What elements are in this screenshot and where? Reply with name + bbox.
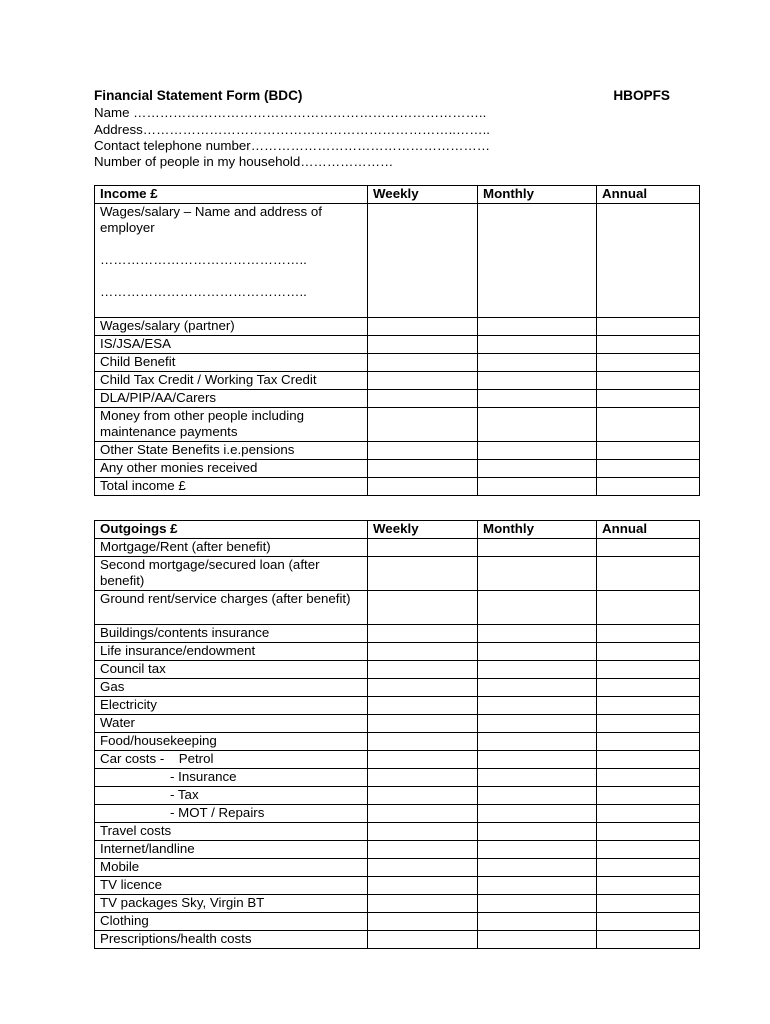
annual-cell[interactable] <box>597 354 700 372</box>
car-costs-label: Car costs - <box>100 751 165 766</box>
total-income-label: Total income £ <box>95 478 368 496</box>
annual-cell[interactable] <box>597 931 700 949</box>
annual-cell[interactable] <box>597 591 700 625</box>
annual-cell[interactable] <box>597 442 700 460</box>
table-row <box>95 442 700 460</box>
monthly-cell[interactable] <box>478 715 597 733</box>
weekly-cell[interactable] <box>368 913 478 931</box>
income-weekly-header: Weekly <box>368 186 478 204</box>
table-row <box>95 913 700 931</box>
monthly-cell[interactable] <box>478 557 597 591</box>
row-label: TV licence <box>95 877 368 895</box>
row-label: Child Tax Credit / Working Tax Credit <box>95 372 368 390</box>
car-cost-item: Tax <box>177 787 199 802</box>
form-header <box>94 88 672 106</box>
annual-cell[interactable] <box>597 769 700 787</box>
income-monthly-header: Monthly <box>478 186 597 204</box>
monthly-cell[interactable] <box>478 204 597 318</box>
outgoings-weekly-header: Weekly <box>368 521 478 539</box>
weekly-cell[interactable] <box>368 591 478 625</box>
table-row <box>95 204 700 318</box>
weekly-cell[interactable] <box>368 318 478 336</box>
car-dash: - <box>170 805 175 820</box>
weekly-cell[interactable] <box>368 372 478 390</box>
annual-cell[interactable] <box>597 787 700 805</box>
row-label: Mobile <box>95 859 368 877</box>
monthly-cell[interactable] <box>478 931 597 949</box>
weekly-cell[interactable] <box>368 204 478 318</box>
monthly-cell[interactable] <box>478 823 597 841</box>
employer-line[interactable]: ……………………………………….. <box>100 252 307 267</box>
table-row <box>95 557 700 591</box>
table-row <box>95 895 700 913</box>
income-header-row <box>95 186 700 204</box>
telephone-field[interactable]: Contact telephone number……………………………………………… <box>94 138 491 153</box>
table-row <box>95 318 700 336</box>
annual-cell[interactable] <box>597 390 700 408</box>
table-row <box>95 931 700 949</box>
car-costs-cell <box>95 787 368 805</box>
monthly-cell[interactable] <box>478 539 597 557</box>
car-cost-item: MOT / Repairs <box>178 805 265 820</box>
row-label: Life insurance/endowment <box>95 643 368 661</box>
annual-cell[interactable] <box>597 204 700 318</box>
table-row <box>95 372 700 390</box>
annual-cell[interactable] <box>597 408 700 442</box>
table-row <box>95 877 700 895</box>
row-label: Money from other people including maintenance payments <box>95 408 368 442</box>
row-label: Second mortgage/secured loan (after benefit) <box>95 557 368 591</box>
weekly-cell[interactable] <box>368 931 478 949</box>
weekly-cell[interactable] <box>368 557 478 591</box>
table-row <box>95 715 700 733</box>
table-row <box>95 823 700 841</box>
weekly-cell[interactable] <box>368 769 478 787</box>
annual-cell[interactable] <box>597 823 700 841</box>
annual-cell[interactable] <box>597 697 700 715</box>
annual-cell[interactable] <box>597 859 700 877</box>
annual-cell[interactable] <box>597 877 700 895</box>
table-row <box>95 697 700 715</box>
row-label: Other State Benefits i.e.pensions <box>95 442 368 460</box>
weekly-cell[interactable] <box>368 733 478 751</box>
table-row <box>95 787 700 805</box>
weekly-cell[interactable] <box>368 715 478 733</box>
monthly-cell[interactable] <box>478 895 597 913</box>
monthly-cell[interactable] <box>478 661 597 679</box>
weekly-cell[interactable] <box>368 895 478 913</box>
monthly-cell[interactable] <box>478 591 597 625</box>
row-label: Water <box>95 715 368 733</box>
monthly-cell[interactable] <box>478 679 597 697</box>
monthly-cell[interactable] <box>478 787 597 805</box>
weekly-cell[interactable] <box>368 478 478 496</box>
annual-cell[interactable] <box>597 478 700 496</box>
income-annual-header: Annual <box>597 186 700 204</box>
annual-cell[interactable] <box>597 318 700 336</box>
table-row <box>95 805 700 823</box>
monthly-cell[interactable] <box>478 769 597 787</box>
weekly-cell[interactable] <box>368 697 478 715</box>
table-row <box>95 859 700 877</box>
annual-cell[interactable] <box>597 805 700 823</box>
employer-line[interactable]: ……………………………………….. <box>100 284 307 299</box>
weekly-cell[interactable] <box>368 390 478 408</box>
annual-cell[interactable] <box>597 372 700 390</box>
monthly-cell[interactable] <box>478 478 597 496</box>
monthly-cell[interactable] <box>478 408 597 442</box>
row-label: Electricity <box>95 697 368 715</box>
table-row <box>95 591 700 625</box>
annual-cell[interactable] <box>597 539 700 557</box>
outgoings-monthly-header: Monthly <box>478 521 597 539</box>
weekly-cell[interactable] <box>368 679 478 697</box>
monthly-cell[interactable] <box>478 643 597 661</box>
annual-cell[interactable] <box>597 460 700 478</box>
weekly-cell[interactable] <box>368 354 478 372</box>
row-label: DLA/PIP/AA/Carers <box>95 390 368 408</box>
outgoings-annual-header: Annual <box>597 521 700 539</box>
row-label: Mortgage/Rent (after benefit) <box>95 539 368 557</box>
annual-cell[interactable] <box>597 733 700 751</box>
monthly-cell[interactable] <box>478 442 597 460</box>
annual-cell[interactable] <box>597 336 700 354</box>
row-label: Any other monies received <box>95 460 368 478</box>
weekly-cell[interactable] <box>368 751 478 769</box>
table-row <box>95 336 700 354</box>
table-row <box>95 408 700 442</box>
row-label: Internet/landline <box>95 841 368 859</box>
annual-cell[interactable] <box>597 661 700 679</box>
weekly-cell[interactable] <box>368 408 478 442</box>
outgoings-label-header: Outgoings £ <box>95 521 368 539</box>
row-label: Prescriptions/health costs <box>95 931 368 949</box>
car-cost-item: Insurance <box>178 769 237 784</box>
annual-cell[interactable] <box>597 643 700 661</box>
table-row <box>95 733 700 751</box>
outgoings-header-row <box>95 521 700 539</box>
car-costs-cell <box>95 769 368 787</box>
row-label: Food/housekeeping <box>95 733 368 751</box>
total-income-row <box>95 478 700 496</box>
monthly-cell[interactable] <box>478 805 597 823</box>
household-count-field[interactable]: Number of people in my household………………… <box>94 154 394 169</box>
table-row <box>95 643 700 661</box>
annual-cell[interactable] <box>597 625 700 643</box>
row-label: Gas <box>95 679 368 697</box>
monthly-cell[interactable] <box>478 318 597 336</box>
row-label: Wages/salary (partner) <box>95 318 368 336</box>
weekly-cell[interactable] <box>368 460 478 478</box>
form-reference: HBOPFS <box>613 88 670 103</box>
row-label: Child Benefit <box>95 354 368 372</box>
weekly-cell[interactable] <box>368 859 478 877</box>
table-row <box>95 539 700 557</box>
income-table <box>94 185 700 496</box>
monthly-cell[interactable] <box>478 913 597 931</box>
row-label: Wages/salary – Name and address of employer <box>100 204 322 235</box>
monthly-cell[interactable] <box>478 751 597 769</box>
weekly-cell[interactable] <box>368 336 478 354</box>
row-label: IS/JSA/ESA <box>95 336 368 354</box>
car-cost-item: Petrol <box>178 751 214 766</box>
wages-employer-cell <box>95 204 368 318</box>
annual-cell[interactable] <box>597 913 700 931</box>
weekly-cell[interactable] <box>368 661 478 679</box>
weekly-cell[interactable] <box>368 823 478 841</box>
weekly-cell[interactable] <box>368 805 478 823</box>
annual-cell[interactable] <box>597 557 700 591</box>
weekly-cell[interactable] <box>368 877 478 895</box>
monthly-cell[interactable] <box>478 372 597 390</box>
weekly-cell[interactable] <box>368 787 478 805</box>
row-label: TV packages Sky, Virgin BT <box>95 895 368 913</box>
table-row <box>95 625 700 643</box>
row-label: Clothing <box>95 913 368 931</box>
car-costs-cell <box>95 751 368 769</box>
monthly-cell[interactable] <box>478 460 597 478</box>
row-label: Buildings/contents insurance <box>95 625 368 643</box>
address-field[interactable]: Address……………………………………………………………..…….. <box>94 122 490 137</box>
monthly-cell[interactable] <box>478 859 597 877</box>
annual-cell[interactable] <box>597 679 700 697</box>
monthly-cell[interactable] <box>478 697 597 715</box>
table-row <box>95 841 700 859</box>
weekly-cell[interactable] <box>368 539 478 557</box>
monthly-cell[interactable] <box>478 877 597 895</box>
row-label: Travel costs <box>95 823 368 841</box>
weekly-cell[interactable] <box>368 643 478 661</box>
annual-cell[interactable] <box>597 715 700 733</box>
name-field[interactable]: Name …………………………………………………………………….. <box>94 105 487 120</box>
income-label-header: Income £ <box>95 186 368 204</box>
car-dash: - <box>170 769 175 784</box>
monthly-cell[interactable] <box>478 625 597 643</box>
table-row <box>95 661 700 679</box>
row-label: Ground rent/service charges (after benefit) <box>95 591 368 625</box>
car-dash: - <box>170 787 175 802</box>
weekly-cell[interactable] <box>368 442 478 460</box>
table-row <box>95 460 700 478</box>
monthly-cell[interactable] <box>478 841 597 859</box>
table-row <box>95 354 700 372</box>
weekly-cell[interactable] <box>368 625 478 643</box>
car-costs-cell <box>95 805 368 823</box>
monthly-cell[interactable] <box>478 390 597 408</box>
monthly-cell[interactable] <box>478 733 597 751</box>
annual-cell[interactable] <box>597 841 700 859</box>
outgoings-table <box>94 520 700 949</box>
monthly-cell[interactable] <box>478 354 597 372</box>
table-row <box>95 390 700 408</box>
annual-cell[interactable] <box>597 751 700 769</box>
table-row <box>95 679 700 697</box>
table-row <box>95 769 700 787</box>
weekly-cell[interactable] <box>368 841 478 859</box>
form-title: Financial Statement Form (BDC) <box>94 88 303 103</box>
monthly-cell[interactable] <box>478 336 597 354</box>
annual-cell[interactable] <box>597 895 700 913</box>
row-label: Council tax <box>95 661 368 679</box>
table-row <box>95 751 700 769</box>
